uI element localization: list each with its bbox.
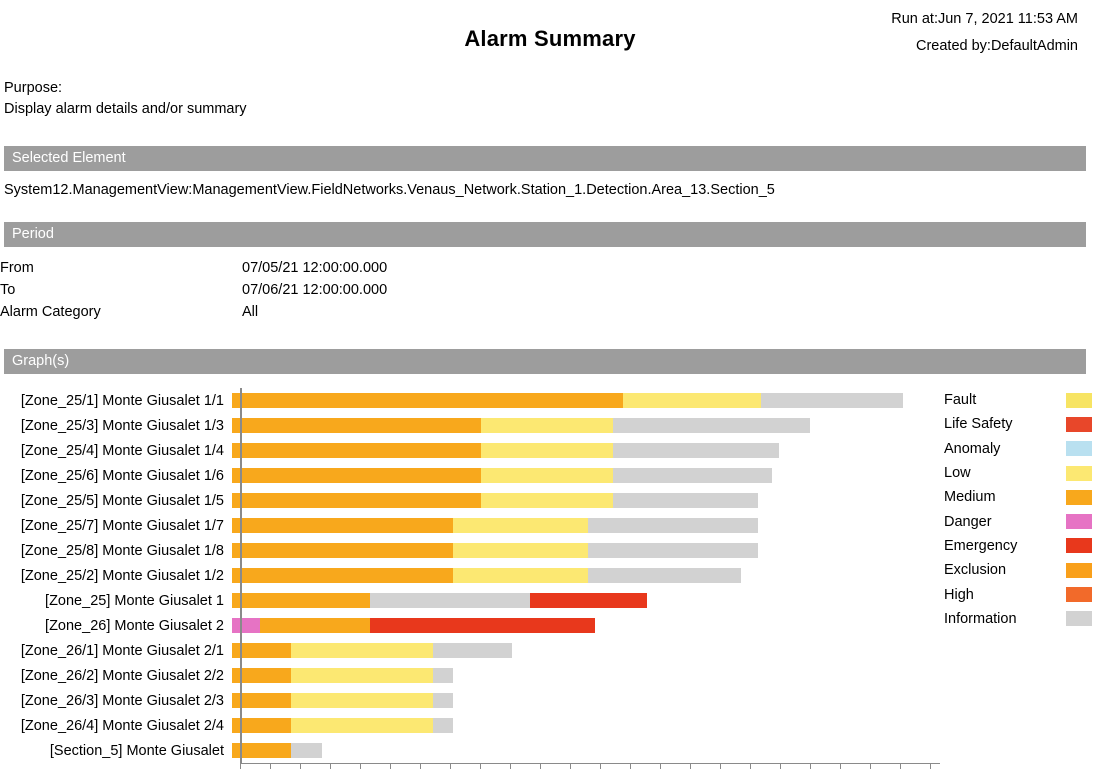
- chart-x-tick: [870, 763, 871, 769]
- legend-item: [944, 534, 1092, 558]
- chart-bar-row: [0, 613, 903, 638]
- legend-item-label: Danger: [944, 513, 992, 530]
- chart-bar-label: [Zone_25/2] Monte Giusalet 1/2: [20, 567, 224, 584]
- legend-color-swatch: [1066, 417, 1092, 432]
- chart-bar-segment: [232, 468, 481, 483]
- legend-color-swatch: [1066, 611, 1092, 626]
- alarm-category-label: Alarm Category: [0, 304, 101, 320]
- chart-bar-segment: [481, 493, 612, 508]
- chart-bar-segment: [232, 543, 453, 558]
- chart-bar-segment: [588, 543, 758, 558]
- chart-bar-track: [232, 513, 758, 538]
- chart-bar-row: [0, 563, 903, 588]
- period-table: [0, 257, 387, 323]
- chart-bar-row: [0, 588, 903, 613]
- legend-color-swatch: [1066, 466, 1092, 481]
- chart-bar-label: [Zone_25/1] Monte Giusalet 1/1: [20, 392, 224, 409]
- section-header-selected-element: Selected Element: [4, 146, 1086, 171]
- chart-x-tick: [390, 763, 391, 769]
- alarm-category-value: All: [242, 304, 259, 320]
- chart-bar-label: [Zone_26] Monte Giusalet 2: [45, 617, 224, 634]
- chart-bar-label: [Zone_25/5] Monte Giusalet 1/5: [20, 492, 224, 509]
- chart-x-tick: [420, 763, 421, 769]
- legend-item-label: Exclusion: [944, 562, 1007, 579]
- chart-x-tick: [300, 763, 301, 769]
- chart-bar-label: [Zone_25/3] Monte Giusalet 1/3: [20, 417, 224, 434]
- run-at-text: Run at:Jun 7, 2021 11:53 AM: [891, 11, 1078, 27]
- chart-bar-segment: [291, 718, 433, 733]
- legend-color-swatch: [1066, 393, 1092, 408]
- legend-item-label: Life Safety: [944, 416, 1013, 433]
- chart-bar-track: [232, 438, 779, 463]
- chart-bar-track: [232, 488, 758, 513]
- chart-bar-segment: [613, 493, 758, 508]
- chart-bar-track: [232, 638, 512, 663]
- chart-bar-row: [0, 463, 903, 488]
- chart-bar-segment: [588, 568, 740, 583]
- period-from-value: 07/05/21 12:00:00.000: [242, 260, 388, 276]
- chart-bar-row: [0, 663, 903, 688]
- chart-bar-segment: [370, 593, 529, 608]
- chart-x-tick: [630, 763, 631, 769]
- chart-bar-segment: [232, 518, 453, 533]
- chart-bar-segment: [530, 593, 648, 608]
- page-title: Alarm Summary: [464, 26, 636, 51]
- chart-bar-segment: [232, 418, 481, 433]
- legend-item-label: Anomaly: [944, 440, 1001, 457]
- chart-bar-label: [Zone_25/8] Monte Giusalet 1/8: [20, 542, 224, 559]
- chart-x-axis: [240, 763, 940, 764]
- chart-bar-segment: [232, 493, 481, 508]
- section-header-period: Period: [4, 222, 1086, 247]
- chart-bar-segment: [613, 418, 810, 433]
- chart-x-tick: [270, 763, 271, 769]
- legend-item: [944, 412, 1092, 436]
- period-to-label: To: [0, 282, 16, 298]
- chart-bar-track: [232, 663, 453, 688]
- chart-bar-segment: [481, 443, 612, 458]
- chart-bar-segment: [232, 568, 453, 583]
- legend-item-label: Medium: [944, 489, 996, 506]
- chart-bar-segment: [232, 593, 370, 608]
- legend-item: [944, 461, 1092, 485]
- chart-bar-label: [Zone_25/6] Monte Giusalet 1/6: [20, 467, 224, 484]
- chart-bar-track: [232, 463, 772, 488]
- legend-color-swatch: [1066, 490, 1092, 505]
- chart-x-tick: [930, 763, 931, 769]
- report-header: [0, 0, 1100, 62]
- chart-bar-track: [232, 588, 647, 613]
- legend-color-swatch: [1066, 538, 1092, 553]
- report-meta: [891, 6, 1078, 60]
- chart-bar-row: [0, 513, 903, 538]
- chart-bar-segment: [623, 393, 761, 408]
- chart-x-tick: [660, 763, 661, 769]
- alarm-summary-chart: [0, 388, 1100, 759]
- chart-bar-segment: [481, 468, 612, 483]
- chart-bar-track: [232, 713, 453, 738]
- chart-y-axis: [240, 388, 242, 763]
- chart-x-tick: [840, 763, 841, 769]
- chart-bar-label: [Zone_26/2] Monte Giusalet 2/2: [20, 667, 224, 684]
- legend-item: [944, 582, 1092, 606]
- chart-bar-segment: [291, 743, 322, 758]
- table-row: [0, 257, 387, 279]
- legend-item-label: Low: [944, 465, 971, 482]
- legend-item: [944, 607, 1092, 631]
- legend-color-swatch: [1066, 514, 1092, 529]
- chart-bar-label: [Zone_25/4] Monte Giusalet 1/4: [20, 442, 224, 459]
- chart-bar-segment: [433, 668, 454, 683]
- section-header-graphs: Graph(s): [4, 349, 1086, 374]
- chart-bar-segment: [481, 418, 612, 433]
- chart-bar-label: [Zone_25/7] Monte Giusalet 1/7: [20, 517, 224, 534]
- period-from-label: From: [0, 260, 34, 276]
- chart-bar-segment: [291, 668, 433, 683]
- chart-bar-segment: [260, 618, 371, 633]
- chart-bar-row: [0, 688, 903, 713]
- legend-item: [944, 437, 1092, 461]
- chart-bar-label: [Section_5] Monte Giusalet: [49, 742, 224, 759]
- chart-bar-track: [232, 613, 595, 638]
- created-by-text: Created by:DefaultAdmin: [916, 38, 1078, 54]
- chart-bar-label: [Zone_25] Monte Giusalet 1: [45, 592, 224, 609]
- legend-item-label: High: [944, 586, 974, 603]
- chart-bar-label: [Zone_26/1] Monte Giusalet 2/1: [20, 642, 224, 659]
- chart-x-tick: [450, 763, 451, 769]
- chart-bar-segment: [370, 618, 595, 633]
- chart-x-tick: [600, 763, 601, 769]
- chart-bar-segment: [433, 693, 454, 708]
- purpose-text: Display alarm details and/or summary: [4, 101, 247, 117]
- chart-bar-row: [0, 488, 903, 513]
- chart-bar-segment: [433, 643, 513, 658]
- chart-bar-track: [232, 388, 903, 413]
- chart-x-tick: [780, 763, 781, 769]
- chart-x-tick: [360, 763, 361, 769]
- table-row: [0, 301, 387, 323]
- chart-x-tick: [690, 763, 691, 769]
- chart-bar-segment: [232, 443, 481, 458]
- chart-bar-row: [0, 388, 903, 413]
- chart-legend: [944, 388, 1092, 631]
- chart-bar-track: [232, 563, 741, 588]
- legend-item-label: Emergency: [944, 537, 1018, 554]
- chart-x-tick: [330, 763, 331, 769]
- chart-bar-segment: [232, 393, 623, 408]
- chart-bar-label: [Zone_26/4] Monte Giusalet 2/4: [20, 717, 224, 734]
- purpose-label: Purpose:: [4, 80, 63, 96]
- chart-bar-segment: [761, 393, 903, 408]
- chart-bar-segment: [291, 693, 433, 708]
- chart-bar-row: [0, 413, 903, 438]
- table-row: [0, 279, 387, 301]
- chart-bar-segment: [613, 468, 772, 483]
- chart-x-tick: [900, 763, 901, 769]
- chart-bar-segment: [433, 718, 454, 733]
- chart-x-tick: [480, 763, 481, 769]
- chart-bar-row: [0, 538, 903, 563]
- legend-color-swatch: [1066, 563, 1092, 578]
- period-to-value: 07/06/21 12:00:00.000: [242, 282, 388, 298]
- chart-bar-row: [0, 438, 903, 463]
- purpose-block: [0, 78, 1100, 120]
- chart-bar-segment: [232, 618, 260, 633]
- chart-bar-rows: [0, 388, 903, 763]
- chart-bar-segment: [453, 568, 588, 583]
- chart-x-tick: [510, 763, 511, 769]
- selected-element-path: System12.ManagementView:ManagementView.FieldNetworks.Venaus_Network.Station_1.Detection.Area_13.Section_5: [4, 182, 775, 198]
- chart-bar-segment: [291, 643, 433, 658]
- legend-item: [944, 388, 1092, 412]
- chart-x-tick: [720, 763, 721, 769]
- legend-color-swatch: [1066, 587, 1092, 602]
- legend-item: [944, 558, 1092, 582]
- chart-bar-row: [0, 713, 903, 738]
- chart-x-tick: [240, 763, 241, 769]
- chart-bar-track: [232, 413, 810, 438]
- legend-item-label: Fault: [944, 392, 977, 409]
- legend-item: [944, 509, 1092, 533]
- legend-item: [944, 485, 1092, 509]
- chart-bar-segment: [453, 543, 588, 558]
- chart-x-tick: [810, 763, 811, 769]
- chart-bar-segment: [613, 443, 779, 458]
- chart-x-tick: [750, 763, 751, 769]
- chart-bar-track: [232, 538, 758, 563]
- chart-x-tick: [570, 763, 571, 769]
- legend-item-label: Information: [944, 610, 1017, 627]
- chart-bar-label: [Zone_26/3] Monte Giusalet 2/3: [20, 692, 224, 709]
- chart-x-tick: [540, 763, 541, 769]
- chart-bar-segment: [588, 518, 758, 533]
- chart-bar-segment: [453, 518, 588, 533]
- legend-color-swatch: [1066, 441, 1092, 456]
- chart-bar-track: [232, 688, 453, 713]
- chart-bar-row: [0, 638, 903, 663]
